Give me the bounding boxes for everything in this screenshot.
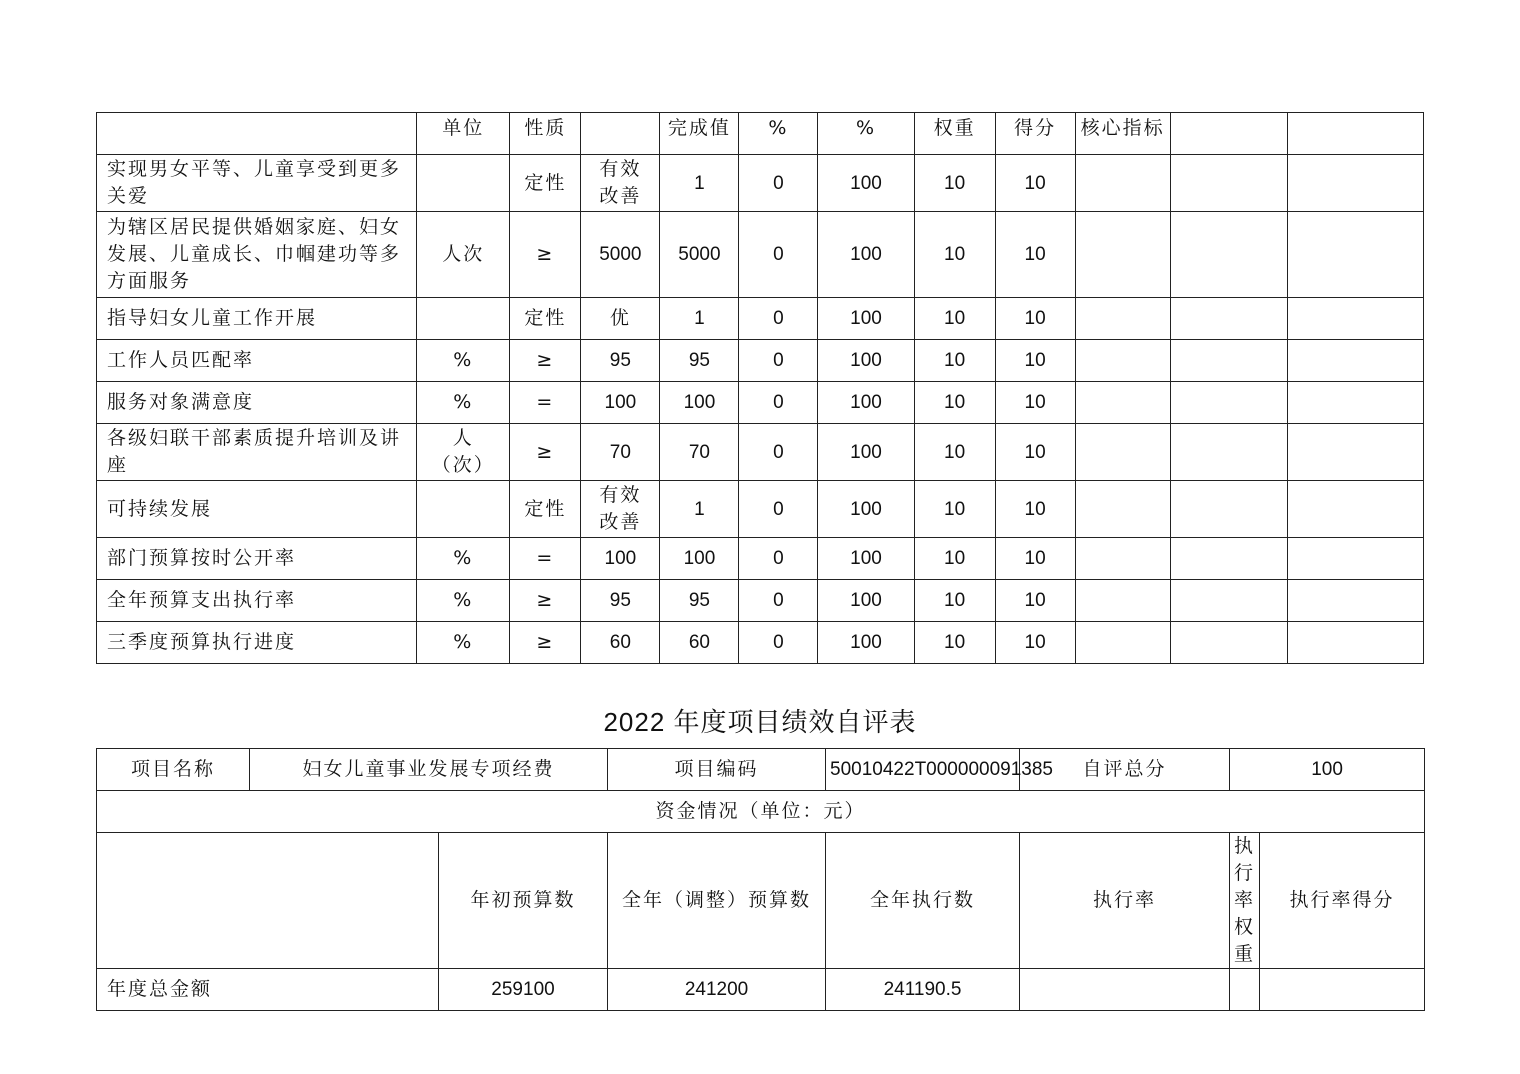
nature-cell: ≥ bbox=[510, 212, 581, 298]
percent-cell: 0 bbox=[739, 424, 818, 481]
indicator-name: 实现男女平等、儿童享受到更多关爱 bbox=[97, 155, 417, 212]
score-cell: 10 bbox=[995, 481, 1075, 538]
weight-cell: 10 bbox=[914, 481, 995, 538]
header-cell bbox=[581, 113, 660, 155]
indicator-name: 服务对象满意度 bbox=[97, 382, 417, 424]
percent-cell: 100 bbox=[818, 298, 914, 340]
target-cell: 100 bbox=[581, 382, 660, 424]
table-row bbox=[97, 622, 1424, 664]
weight-cell: 10 bbox=[914, 298, 995, 340]
weight-cell: 10 bbox=[914, 580, 995, 622]
score-cell: 10 bbox=[995, 622, 1075, 664]
empty-cell bbox=[1075, 155, 1170, 212]
done-cell: 1 bbox=[660, 481, 739, 538]
funds-header-row bbox=[97, 833, 1425, 969]
empty-cell bbox=[1170, 298, 1287, 340]
percent-cell: 100 bbox=[818, 212, 914, 298]
percent-cell: 0 bbox=[739, 340, 818, 382]
unit-cell: % bbox=[417, 580, 510, 622]
done-cell: 95 bbox=[660, 340, 739, 382]
indicator-name: 可持续发展 bbox=[97, 481, 417, 538]
nature-cell: ≥ bbox=[510, 580, 581, 622]
empty-cell bbox=[1287, 481, 1423, 538]
score-cell: 10 bbox=[995, 424, 1075, 481]
header-cell: 单位 bbox=[417, 113, 510, 155]
header-cell bbox=[1170, 113, 1287, 155]
percent-cell: 0 bbox=[739, 155, 818, 212]
weight-cell: 10 bbox=[914, 382, 995, 424]
table-row bbox=[97, 580, 1424, 622]
score-cell: 10 bbox=[995, 580, 1075, 622]
table-row bbox=[97, 481, 1424, 538]
header-cell: 得分 bbox=[995, 113, 1075, 155]
empty-cell bbox=[1287, 298, 1423, 340]
empty-cell bbox=[1075, 382, 1170, 424]
empty-cell bbox=[1287, 340, 1423, 382]
indicator-name: 三季度预算执行进度 bbox=[97, 622, 417, 664]
nature-cell: 定性 bbox=[510, 155, 581, 212]
funds-header-initial: 年初预算数 bbox=[439, 833, 608, 969]
table-row bbox=[97, 212, 1424, 298]
unit-cell: % bbox=[417, 622, 510, 664]
empty-cell bbox=[1170, 212, 1287, 298]
unit-cell: % bbox=[417, 340, 510, 382]
header-cell: % bbox=[818, 113, 914, 155]
done-cell: 100 bbox=[660, 382, 739, 424]
percent-cell: 100 bbox=[818, 538, 914, 580]
table-row bbox=[97, 424, 1424, 481]
table-header-row bbox=[97, 113, 1424, 155]
table-row bbox=[97, 298, 1424, 340]
empty-cell bbox=[1075, 481, 1170, 538]
table-row bbox=[97, 340, 1424, 382]
indicator-name: 工作人员匹配率 bbox=[97, 340, 417, 382]
percent-cell: 100 bbox=[818, 481, 914, 538]
project-name-label: 项目名称 bbox=[97, 749, 250, 791]
header-cell: 完成值 bbox=[660, 113, 739, 155]
percent-cell: 0 bbox=[739, 382, 818, 424]
header-cell: 核心指标 bbox=[1075, 113, 1170, 155]
indicator-name: 指导妇女儿童工作开展 bbox=[97, 298, 417, 340]
weight-cell: 10 bbox=[914, 538, 995, 580]
performance-indicators-table bbox=[96, 112, 1424, 664]
empty-cell bbox=[1170, 155, 1287, 212]
unit-cell bbox=[417, 155, 510, 212]
target-cell: 有效改善 bbox=[581, 481, 660, 538]
total-rate-score bbox=[1260, 969, 1425, 1011]
nature-cell: ≥ bbox=[510, 622, 581, 664]
unit-cell: % bbox=[417, 538, 510, 580]
empty-cell bbox=[1170, 481, 1287, 538]
empty-cell bbox=[1075, 212, 1170, 298]
percent-cell: 100 bbox=[818, 340, 914, 382]
weight-cell: 10 bbox=[914, 622, 995, 664]
nature-cell: 定性 bbox=[510, 298, 581, 340]
empty-cell bbox=[1075, 340, 1170, 382]
percent-cell: 0 bbox=[739, 580, 818, 622]
funds-header-rate-weight: 执行率权重 bbox=[1230, 833, 1260, 969]
total-adjusted: 241200 bbox=[608, 969, 826, 1011]
empty-cell bbox=[1287, 538, 1423, 580]
funds-header-rate-score: 执行率得分 bbox=[1260, 833, 1425, 969]
funds-header-empty bbox=[97, 833, 439, 969]
nature-cell: = bbox=[510, 538, 581, 580]
unit-cell: 人（次） bbox=[417, 424, 510, 481]
percent-cell: 0 bbox=[739, 298, 818, 340]
empty-cell bbox=[1287, 382, 1423, 424]
percent-cell: 100 bbox=[818, 155, 914, 212]
empty-cell bbox=[1075, 580, 1170, 622]
done-cell: 5000 bbox=[660, 212, 739, 298]
header-cell: % bbox=[739, 113, 818, 155]
percent-cell: 100 bbox=[818, 580, 914, 622]
weight-cell: 10 bbox=[914, 212, 995, 298]
funds-header-adjusted: 全年（调整）预算数 bbox=[608, 833, 826, 969]
unit-cell: 人次 bbox=[417, 212, 510, 298]
done-cell: 1 bbox=[660, 155, 739, 212]
indicator-name: 部门预算按时公开率 bbox=[97, 538, 417, 580]
empty-cell bbox=[1170, 622, 1287, 664]
indicator-name: 为辖区居民提供婚姻家庭、妇女发展、儿童成长、巾帼建功等多方面服务 bbox=[97, 212, 417, 298]
empty-cell bbox=[1287, 622, 1423, 664]
empty-cell bbox=[1075, 424, 1170, 481]
percent-cell: 0 bbox=[739, 538, 818, 580]
table-row bbox=[97, 538, 1424, 580]
empty-cell bbox=[1287, 580, 1423, 622]
total-rate-weight bbox=[1230, 969, 1260, 1011]
project-code-value: 50010422T000000091385 bbox=[826, 749, 1020, 791]
score-cell: 10 bbox=[995, 212, 1075, 298]
target-cell: 60 bbox=[581, 622, 660, 664]
self-score-label: 自评总分 bbox=[1020, 749, 1230, 791]
percent-cell: 0 bbox=[739, 481, 818, 538]
empty-cell bbox=[1075, 298, 1170, 340]
nature-cell: ≥ bbox=[510, 340, 581, 382]
target-cell: 100 bbox=[581, 538, 660, 580]
total-rate bbox=[1020, 969, 1230, 1011]
score-cell: 10 bbox=[995, 155, 1075, 212]
empty-cell bbox=[1287, 424, 1423, 481]
project-info-row bbox=[97, 749, 1425, 791]
percent-cell: 0 bbox=[739, 212, 818, 298]
score-cell: 10 bbox=[995, 298, 1075, 340]
done-cell: 95 bbox=[660, 580, 739, 622]
done-cell: 100 bbox=[660, 538, 739, 580]
score-cell: 10 bbox=[995, 382, 1075, 424]
score-cell: 10 bbox=[995, 340, 1075, 382]
self-evaluation-table bbox=[96, 748, 1425, 1011]
funds-header-executed: 全年执行数 bbox=[826, 833, 1020, 969]
funds-header-rate: 执行率 bbox=[1020, 833, 1230, 969]
weight-cell: 10 bbox=[914, 340, 995, 382]
nature-cell: ≥ bbox=[510, 424, 581, 481]
nature-cell: 定性 bbox=[510, 481, 581, 538]
self-score-value: 100 bbox=[1230, 749, 1425, 791]
percent-cell: 100 bbox=[818, 424, 914, 481]
target-cell: 5000 bbox=[581, 212, 660, 298]
nature-cell: = bbox=[510, 382, 581, 424]
funds-label-row bbox=[97, 791, 1425, 833]
empty-cell bbox=[1287, 155, 1423, 212]
percent-cell: 0 bbox=[739, 622, 818, 664]
funds-label: 资金情况（单位：元） bbox=[97, 791, 1425, 833]
unit-cell: % bbox=[417, 382, 510, 424]
empty-cell bbox=[1287, 212, 1423, 298]
table-row bbox=[97, 155, 1424, 212]
weight-cell: 10 bbox=[914, 155, 995, 212]
empty-cell bbox=[1170, 424, 1287, 481]
unit-cell bbox=[417, 481, 510, 538]
header-cell: 权重 bbox=[914, 113, 995, 155]
target-cell: 95 bbox=[581, 580, 660, 622]
target-cell: 有效改善 bbox=[581, 155, 660, 212]
total-initial: 259100 bbox=[439, 969, 608, 1011]
score-cell: 10 bbox=[995, 538, 1075, 580]
total-executed: 241190.5 bbox=[826, 969, 1020, 1011]
done-cell: 70 bbox=[660, 424, 739, 481]
empty-cell bbox=[1075, 538, 1170, 580]
header-cell: 性质 bbox=[510, 113, 581, 155]
indicator-name: 全年预算支出执行率 bbox=[97, 580, 417, 622]
done-cell: 60 bbox=[660, 622, 739, 664]
done-cell: 1 bbox=[660, 298, 739, 340]
percent-cell: 100 bbox=[818, 622, 914, 664]
target-cell: 95 bbox=[581, 340, 660, 382]
empty-cell bbox=[1170, 580, 1287, 622]
header-cell bbox=[97, 113, 417, 155]
empty-cell bbox=[1170, 340, 1287, 382]
unit-cell bbox=[417, 298, 510, 340]
weight-cell: 10 bbox=[914, 424, 995, 481]
empty-cell bbox=[1075, 622, 1170, 664]
percent-cell: 100 bbox=[818, 382, 914, 424]
total-label: 年度总金额 bbox=[97, 969, 439, 1011]
target-cell: 70 bbox=[581, 424, 660, 481]
funds-total-row bbox=[97, 969, 1425, 1011]
project-name-value: 妇女儿童事业发展专项经费 bbox=[250, 749, 608, 791]
table-row bbox=[97, 382, 1424, 424]
indicator-name: 各级妇联干部素质提升培训及讲座 bbox=[97, 424, 417, 481]
header-cell bbox=[1287, 113, 1423, 155]
empty-cell bbox=[1170, 538, 1287, 580]
form-title: 2022 年度项目绩效自评表 bbox=[603, 707, 917, 737]
project-code-label: 项目编码 bbox=[608, 749, 826, 791]
target-cell: 优 bbox=[581, 298, 660, 340]
empty-cell bbox=[1170, 382, 1287, 424]
